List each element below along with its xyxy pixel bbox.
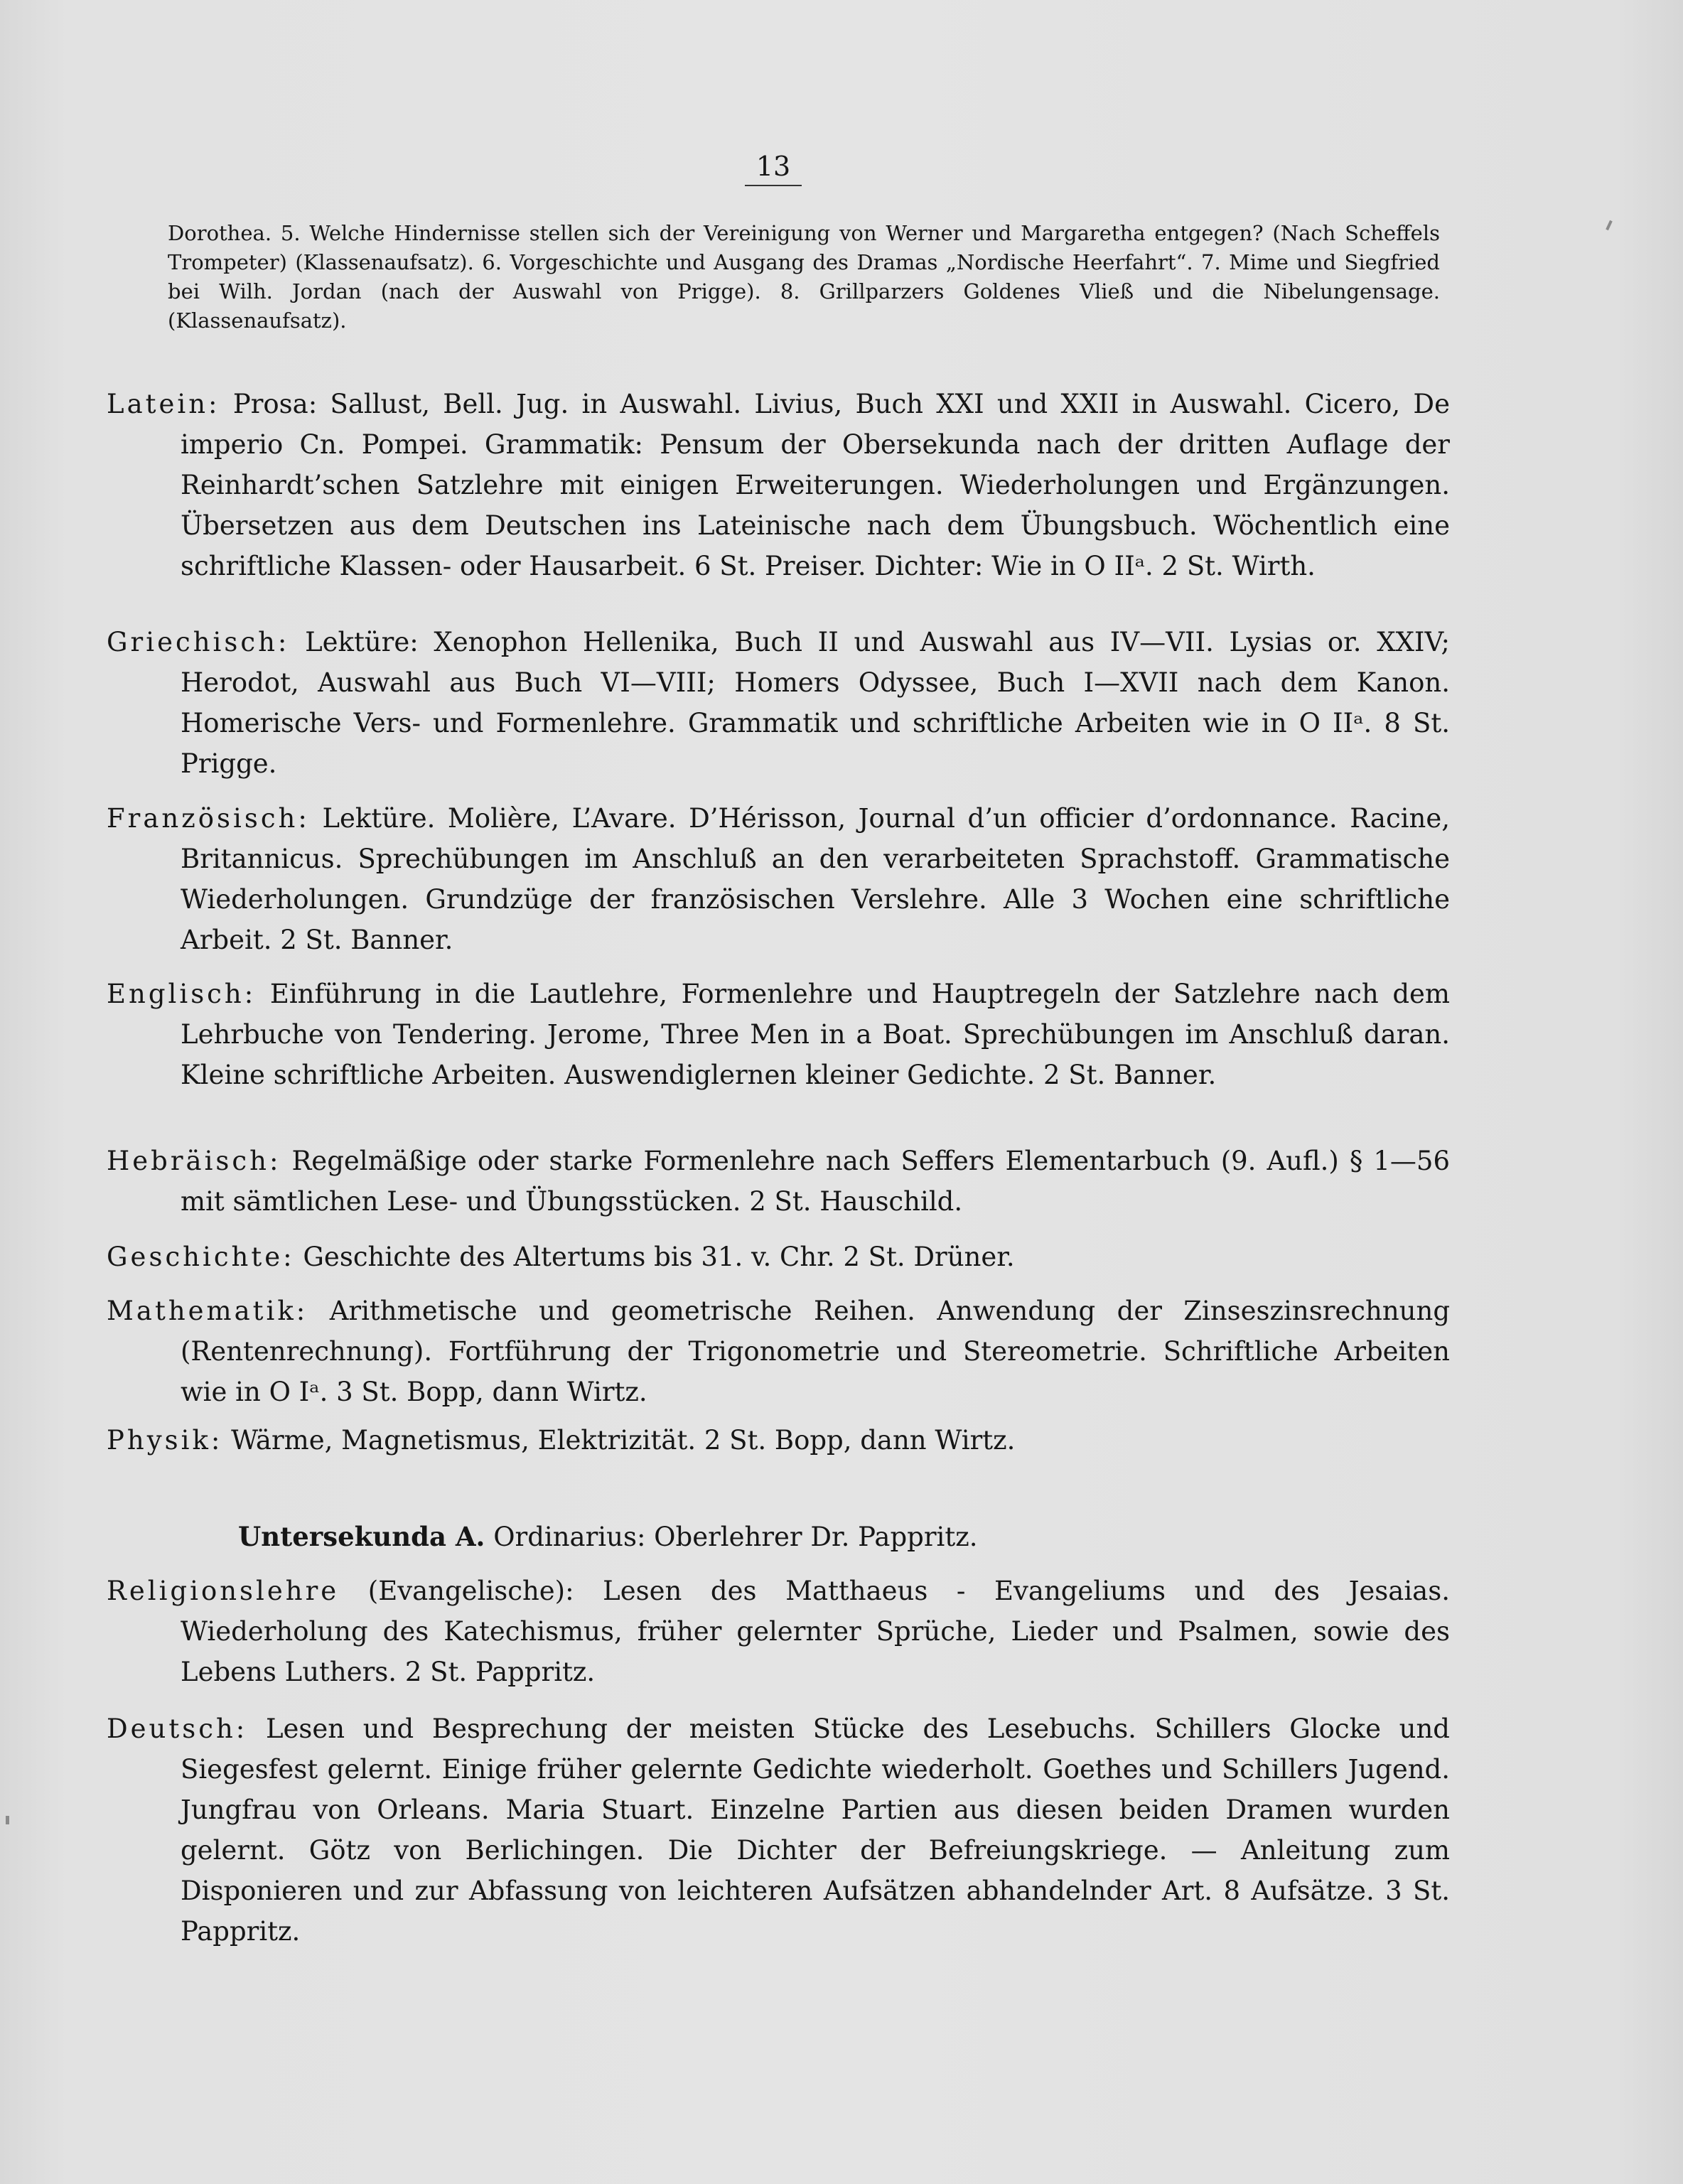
subject-religionslehre (107, 1571, 1450, 1692)
subject-label: Englisch: (107, 979, 257, 1009)
intro-paragraph: Dorothea. 5. Welche Hindernisse stellen sich der Vereinigung von Werner und Margaretha entgegen? (Nach Scheffels Trompeter) (Klassenaufsatz). 6. Vorgeschichte und Ausgang des Dramas „Nordische Heerfahrt“. 7. Mime und Siegfried bei Wilh. Jordan (nach der Auswahl von Prigge). 8. Grillparzers Goldenes Vließ und die Nibelungensage. (Klassenaufsatz). (168, 221, 1440, 333)
subject-text: Wärme, Magnetismus, Elektrizität. 2 St. Bopp, dann Wirtz. (231, 1425, 1016, 1456)
subject-text: Lesen des Matthaeus - Evangeliums und des Jesaias. Wiederholung des Katechismus, früher gelernter Sprüche, Lieder und Psalmen, sowie des Lebens Luthers. 2 St. Pappritz. (181, 1576, 1450, 1687)
subject-englisch (107, 974, 1450, 1095)
section-title: Untersekunda A. (238, 1521, 485, 1552)
subject-text: Geschichte des Altertums bis 31. v. Chr. 2 St. Drüner. (303, 1242, 1015, 1272)
subject-physik (107, 1420, 1450, 1461)
subject-latein (107, 384, 1450, 586)
subject-geschichte (107, 1237, 1450, 1277)
subject-hebraeisch (107, 1141, 1450, 1222)
subject-label: Französisch: (107, 803, 310, 834)
subject-franzoesisch (107, 798, 1450, 960)
subject-text: Lesen und Besprechung der meisten Stücke des Lesebuchs. Schillers Glocke und Siegesfest gelernt. Einige früher gelernte Gedichte wiederholt. Goethes und Schillers Jugend. Jungfrau von Orleans. Maria Stuart. Einzelne Partien aus diesen beiden Dramen wurden gelernt. Götz von Berlichingen. Die Dichter der Befreiungskriege. — Anleitung zum Disponieren und zur Abfassung von leichteren Aufsätzen abhandelnder Art. 8 Aufsätze. 3 St. Pappritz. (181, 1714, 1450, 1947)
subject-text: Lektüre. Molière, L’Avare. D’Hérisson, Journal d’un officier d’ordonnance. Racine, Britannicus. Sprechübungen im Anschluß an den verarbeiteten Sprachstoff. Grammatische Wiederholungen. Grundzüge der französischen Verslehre. Alle 3 Wochen eine schriftliche Arbeit. 2 St. Banner. (181, 803, 1451, 955)
subject-text: Lektüre: Xenophon Hellenika, Buch II und Auswahl aus IV—VII. Lysias or. XXIV; Herodot, Auswahl aus Buch VI—VIII; Homers Odyssee, Buch I—XVII nach dem Kanon. Homerische Vers- und Formenlehre. Grammatik und schriftliche Arbeiten wie in O IIᵃ. 8 St. Prigge. (181, 627, 1451, 779)
subject-mathematik (107, 1291, 1450, 1412)
page-number: 13 (745, 151, 802, 186)
subject-label: Geschichte: (107, 1242, 295, 1272)
section-heading (238, 1517, 978, 1557)
subject-label: Griechisch: (107, 627, 290, 657)
section-ordinarius: Ordinarius: Oberlehrer Dr. Pappritz. (493, 1522, 978, 1552)
scan-speck (1606, 220, 1613, 230)
subject-label: Latein: (107, 389, 220, 419)
subject-deutsch (107, 1709, 1450, 1952)
subject-label: Mathematik: (107, 1296, 308, 1326)
subject-label: Religionslehre (107, 1576, 340, 1606)
subject-text: Einführung in die Lautlehre, Formenlehre und Hauptregeln der Satzlehre nach dem Lehrbuche von Tendering. Jerome, Three Men in a Boat. Sprechübungen im Anschluß daran. Kleine schriftliche Arbeiten. Auswendiglernen kleiner Gedichte. 2 St. Banner. (181, 979, 1450, 1090)
subject-label: Physik: (107, 1425, 223, 1456)
scan-speck (6, 1816, 9, 1824)
subject-text: Regelmäßige oder starke Formenlehre nach Seffers Elementarbuch (9. Aufl.) § 1—56 mit sämtlichen Lese- und Übungsstücken. 2 St. Hauschild. (181, 1146, 1450, 1217)
subject-text: Prosa: Sallust, Bell. Jug. in Auswahl. Livius, Buch XXI und XXII in Auswahl. Cicero, De imperio Cn. Pompei. Grammatik: Pensum der Obersekunda nach der dritten Auflage der Reinhardt’schen Satzlehre mit einigen Erweiterungen. Wiederholungen und Ergänzungen. Übersetzen aus dem Deutschen ins Lateinische nach dem Übungsbuch. Wöchentlich eine schriftliche Klassen- oder Hausarbeit. 6 St. Preiser. Dichter: Wie in O IIᵃ. 2 St. Wirth. (181, 389, 1450, 581)
subject-qualifier: (Evangelische): (339, 1576, 574, 1606)
subject-text: Arithmetische und geometrische Reihen. Anwendung der Zinseszinsrechnung (Rentenrechnung). Fortführung der Trigonometrie und Stereometrie. Schriftliche Arbeiten wie in O Iᵃ. 3 St. Bopp, dann Wirtz. (181, 1296, 1450, 1407)
subject-griechisch (107, 622, 1450, 784)
subject-label: Deutsch: (107, 1714, 248, 1744)
subject-label: Hebräisch: (107, 1146, 281, 1176)
